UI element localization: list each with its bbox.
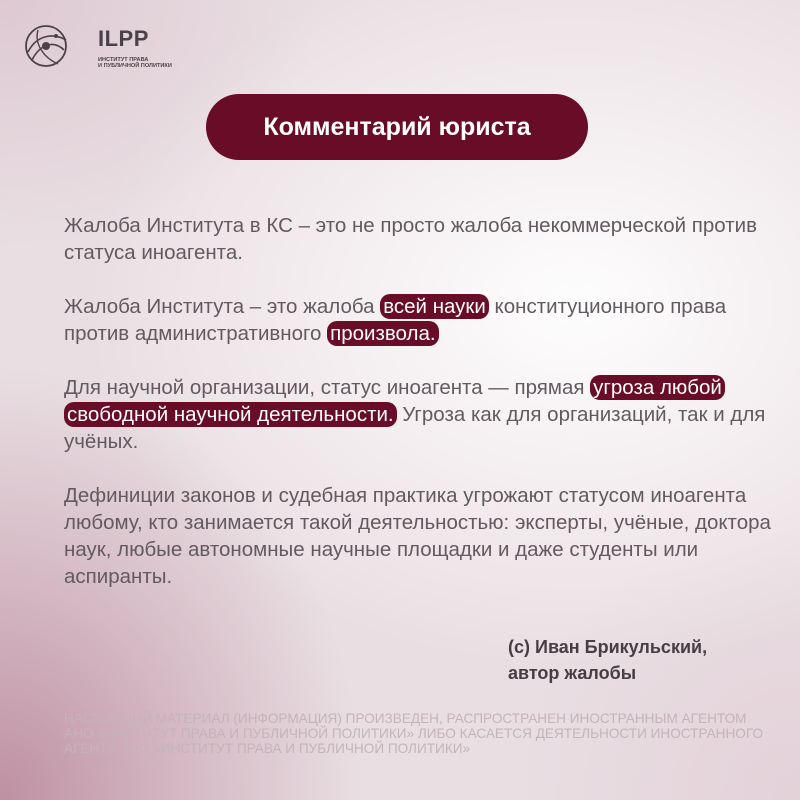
highlight-arbitrariness: произвола. bbox=[327, 321, 438, 346]
signature bbox=[508, 634, 707, 686]
highlight-science: всей науки bbox=[380, 294, 489, 319]
comment-body bbox=[64, 212, 776, 617]
highlight-threat: угроза любой свободной научной деятельности. bbox=[64, 375, 725, 427]
paragraph-2-text: Жалоба Института – это жалоба bbox=[64, 295, 381, 318]
ilpp-logo-icon bbox=[22, 22, 70, 70]
logo bbox=[22, 22, 172, 72]
paragraph-3 bbox=[64, 374, 776, 455]
page-title: Комментарий юриста bbox=[263, 112, 531, 141]
logo-subtitle-line2: И ПУБЛИЧНОЙ ПОЛИТИКИ bbox=[98, 63, 172, 70]
paragraph-3-text: Для научной организации, статус иноагента — прямая bbox=[64, 376, 591, 399]
logo-name: ILPP bbox=[98, 26, 149, 51]
title-badge bbox=[206, 94, 588, 160]
logo-subtitle-line1: ИНСТИТУТ ПРАВА bbox=[98, 57, 149, 63]
signature-author: (с) Иван Брикульский, bbox=[508, 637, 708, 657]
paragraph-2 bbox=[64, 293, 776, 347]
paragraph-1: Жалоба Института в КС – это не просто жалоба некоммерческой против статуса иноагента. bbox=[64, 214, 757, 264]
paragraph-2-text-middle: конституционного права против административного bbox=[64, 295, 727, 345]
signature-role: автор жалобы bbox=[508, 663, 637, 683]
logo-subtitle bbox=[98, 57, 188, 70]
paragraph-3-text-after: Угроза как для организаций, так и для учёных. bbox=[64, 403, 766, 453]
paragraph-4: Дефиниции законов и судебная практика угрожают статусом иноагента любому, кто занимается такой деятельностью: эксперты, учёные, доктора наук, любые автономные научные площадки и даже студенты или аспиранты. bbox=[64, 484, 771, 588]
foreign-agent-disclaimer: НАСТОЯЩИЙ МАТЕРИАЛ (ИНФОРМАЦИЯ) ПРОИЗВЕДЕН, РАСПРОСТРАНЕН ИНОСТРАННЫМ АГЕНТОМ АНО «ИНСТИТУТ ПРАВА И ПУБЛИЧНОЙ ПОЛИТИКИ» ЛИБО КАСАЕТСЯ ДЕЯТЕЛЬНОСТИ ИНОСТРАННОГО АГЕНТА АНО «ИНСТИТУТ ПРАВА И ПУБЛИЧНОЙ ПОЛИТИКИ» bbox=[64, 711, 764, 756]
